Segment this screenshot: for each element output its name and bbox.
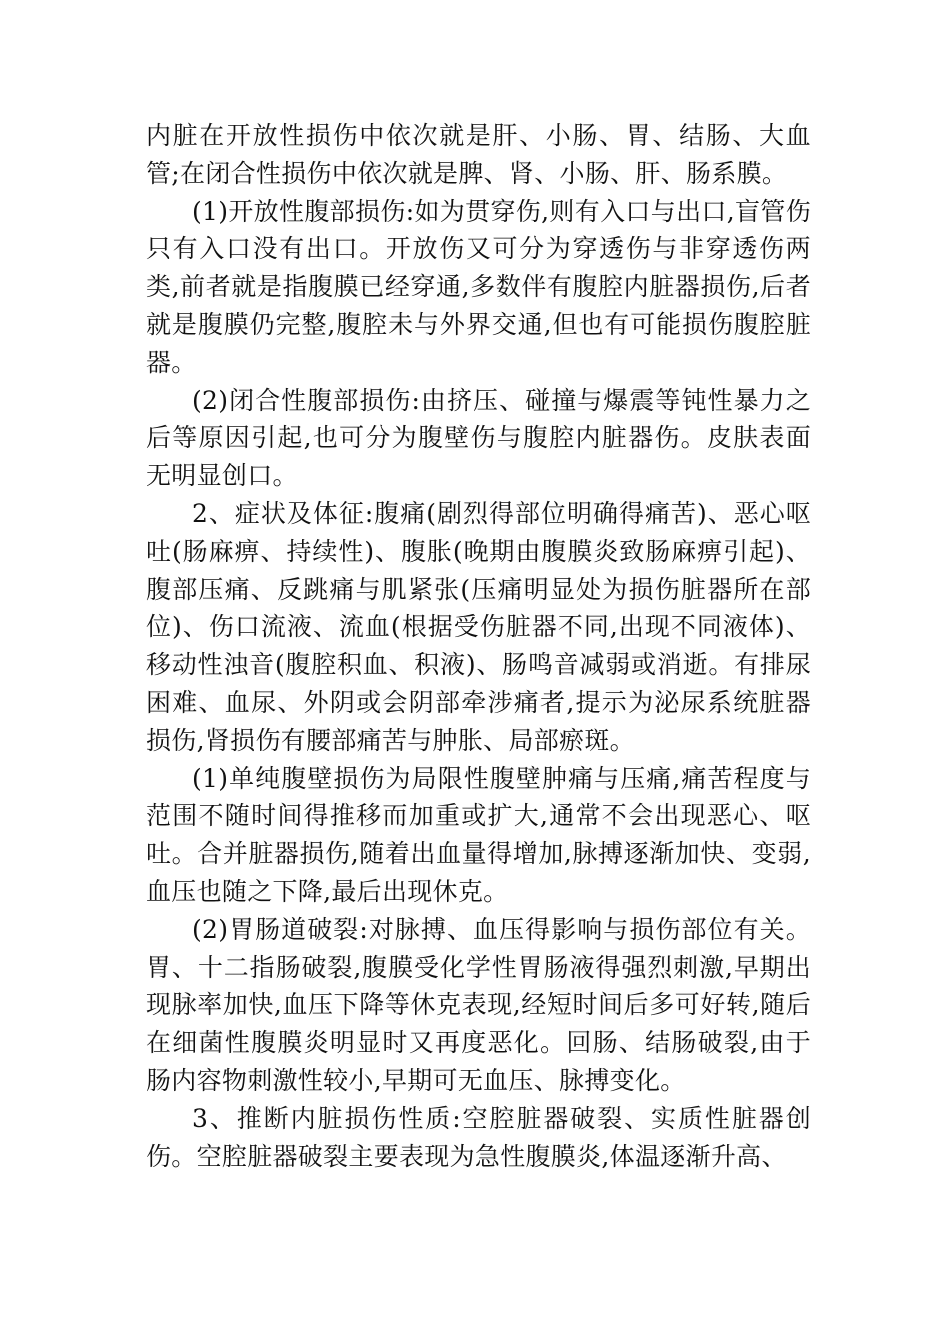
paragraph-symptoms-and-signs: 2、症状及体征:腹痛(剧烈得部位明确得痛苦)、恶心呕吐(肠麻痹、持续性)、腹胀(晚期由腹膜炎致肠麻痹引起)、腹部压痛、反跳痛与肌紧张(压痛明显处为损伤脏器所在部位)、伤口流液、流血(根据受伤脏器不同,出现不同液体)、移动性浊音(腹腔积血、积液)、肠鸣音减弱或消逝。有排尿困难、血尿、外阴或会阴部牵涉痛者,提示为泌尿系统脏器损伤,肾损伤有腰部痛苦与肿胀、局部瘀斑。: [146, 498, 811, 755]
paragraph-abdominal-wall-injury: (1)单纯腹壁损伤为局限性腹壁肿痛与压痛,痛苦程度与范围不随时间得推移而加重或扩大,通常不会出现恶心、呕吐。合并脏器损伤,随着出血量得增加,脉搏逐渐加快、变弱,血压也随之下降,最后出现休克。: [146, 763, 811, 906]
document-body: [146, 117, 811, 1175]
paragraph-closed-abdominal-injury: (2)闭合性腹部损伤:由挤压、碰撞与爆震等钝性暴力之后等原因引起,也可分为腹壁伤与腹腔内脏器伤。皮肤表面无明显创口。: [146, 385, 811, 491]
paragraph-gi-tract-rupture: (2)胃肠道破裂:对脉搏、血压得影响与损伤部位有关。胃、十二指肠破裂,腹膜受化学性胃肠液得强烈刺激,早期出现脉率加快,血压下降等休克表现,经短时间后多可好转,随后在细菌性腹膜炎明显时又再度恶化。回肠、结肠破裂,由于肠内容物刺激性较小,早期可无血压、脉搏变化。: [146, 914, 811, 1095]
paragraph-injury-nature: 3、推断内脏损伤性质:空腔脏器破裂、实质性脏器创伤。空腔脏器破裂主要表现为急性腹膜炎,体温逐渐升高、: [146, 1103, 811, 1171]
paragraph-open-abdominal-injury: (1)开放性腹部损伤:如为贯穿伤,则有入口与出口,盲管伤只有入口没有出口。开放伤又可分为穿透伤与非穿透伤两类,前者就是指腹膜已经穿通,多数伴有腹腔内脏器损伤,后者就是腹膜仍完整,腹腔未与外界交通,但也有可能损伤腹腔脏器。: [146, 196, 811, 377]
paragraph-organ-injury-order: 内脏在开放性损伤中依次就是肝、小肠、胃、结肠、大血管;在闭合性损伤中依次就是脾、肾、小肠、肝、肠系膜。: [146, 121, 811, 188]
